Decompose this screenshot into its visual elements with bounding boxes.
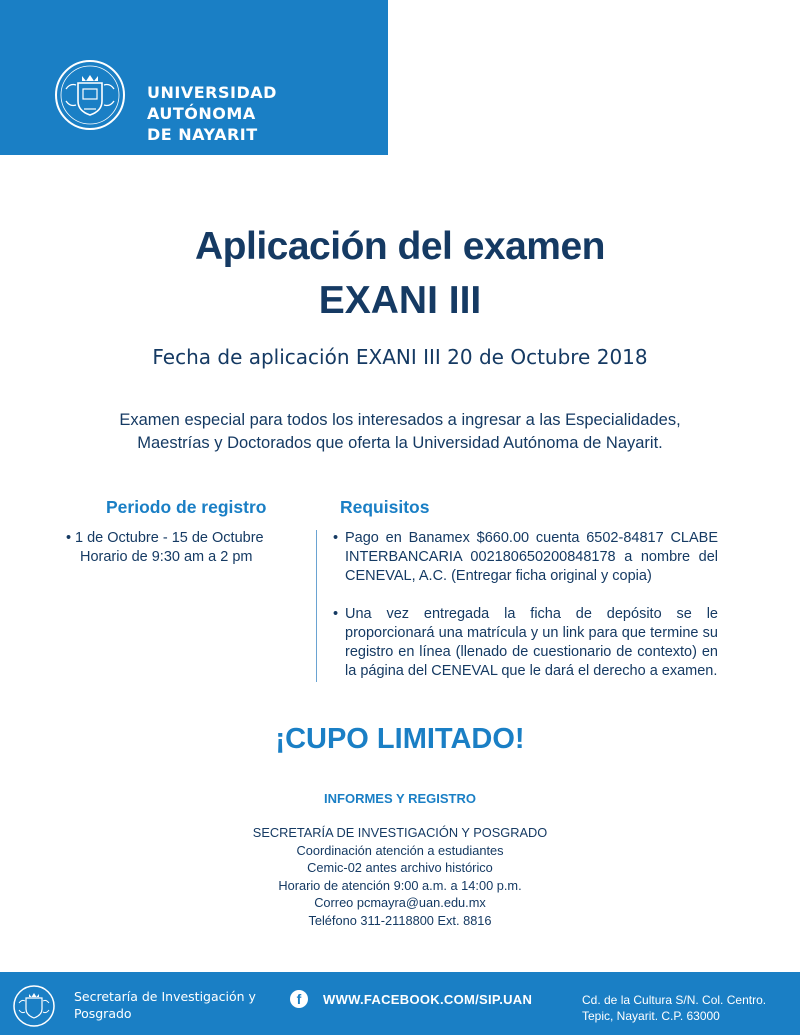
periodo-horario: Horario de 9:30 am a 2 pm [80, 549, 253, 565]
footer-secretaria-line1: Secretaría de Investigación y [74, 989, 256, 1004]
informes-heading: INFORMES Y REGISTRO [324, 791, 476, 806]
university-name-line2: DE NAYARIT [147, 125, 258, 144]
bullet-icon: • [333, 530, 339, 546]
exam-date: Fecha de aplicación EXANI III 20 de Octubre 2018 [152, 345, 648, 369]
bullet-icon: • [333, 606, 339, 622]
informes-line: Coordinación atención a estudiantes [296, 842, 504, 858]
informes-details [0, 824, 800, 929]
university-name-line1: UNIVERSIDAD AUTÓNOMA [147, 83, 277, 123]
footer-seal-icon [12, 984, 56, 1028]
intro-text [0, 409, 800, 455]
requisitos-list [333, 529, 718, 700]
informes-phone: Teléfono 311-2118800 Ext. 8816 [308, 912, 492, 928]
informes-line: SECRETARÍA DE INVESTIGACIÓN Y POSGRADO [252, 825, 548, 840]
informes-line: Cemic-02 antes archivo histórico [307, 860, 493, 875]
facebook-icon[interactable]: f [290, 990, 308, 1008]
university-name [147, 82, 388, 145]
header-banner [0, 0, 388, 155]
facebook-link[interactable]: WWW.FACEBOOK.COM/SIP.UAN [323, 992, 533, 1007]
list-item [333, 529, 718, 586]
page-title-line2: EXANI III [318, 279, 482, 322]
column-divider [316, 530, 317, 682]
requisitos-heading: Requisitos [340, 497, 430, 517]
university-seal-icon [54, 59, 126, 131]
informes-email: Correo pcmayra@uan.edu.mx [314, 895, 486, 910]
periodo-dates: 1 de Octubre - 15 de Octubre [75, 530, 264, 546]
footer-secretaria [74, 988, 256, 1022]
footer-secretaria-line2: Posgrado [74, 1006, 132, 1021]
requisito-text: Pago en Banamex $660.00 cuenta 6502-84817 CLABE INTERBANCARIA 002180650200848178 a nombre del CENEVAL, A.C. (Entregar ficha original y copia) [345, 530, 718, 584]
requisito-text: Una vez entregada la ficha de depósito se le proporcionará una matrícula y un link para que termine su registro en línea (llenado de cuestionario de contexto) en la página del CENEVAL que le dará el derecho a examen. [345, 606, 718, 679]
periodo-details [66, 529, 311, 567]
periodo-heading: Periodo de registro [106, 497, 267, 517]
page-title-line1: Aplicación del examen [195, 225, 605, 268]
footer-address-line2: Tepic, Nayarit. C.P. 63000 [582, 1009, 720, 1023]
intro-line2: Maestrías y Doctorados que oferta la Universidad Autónoma de Nayarit. [137, 434, 663, 452]
footer-address [582, 992, 766, 1024]
footer-address-line1: Cd. de la Cultura S/N. Col. Centro. [582, 993, 767, 1007]
footer-bar [0, 972, 800, 1035]
intro-line1: Examen especial para todos los interesados a ingresar a las Especialidades, [119, 411, 681, 429]
bullet-icon: • [66, 530, 72, 546]
informes-line: Horario de atención 9:00 a.m. a 14:00 p.m. [278, 877, 522, 893]
list-item [333, 605, 718, 681]
cupo-limitado-banner: ¡CUPO LIMITADO! [275, 723, 525, 755]
